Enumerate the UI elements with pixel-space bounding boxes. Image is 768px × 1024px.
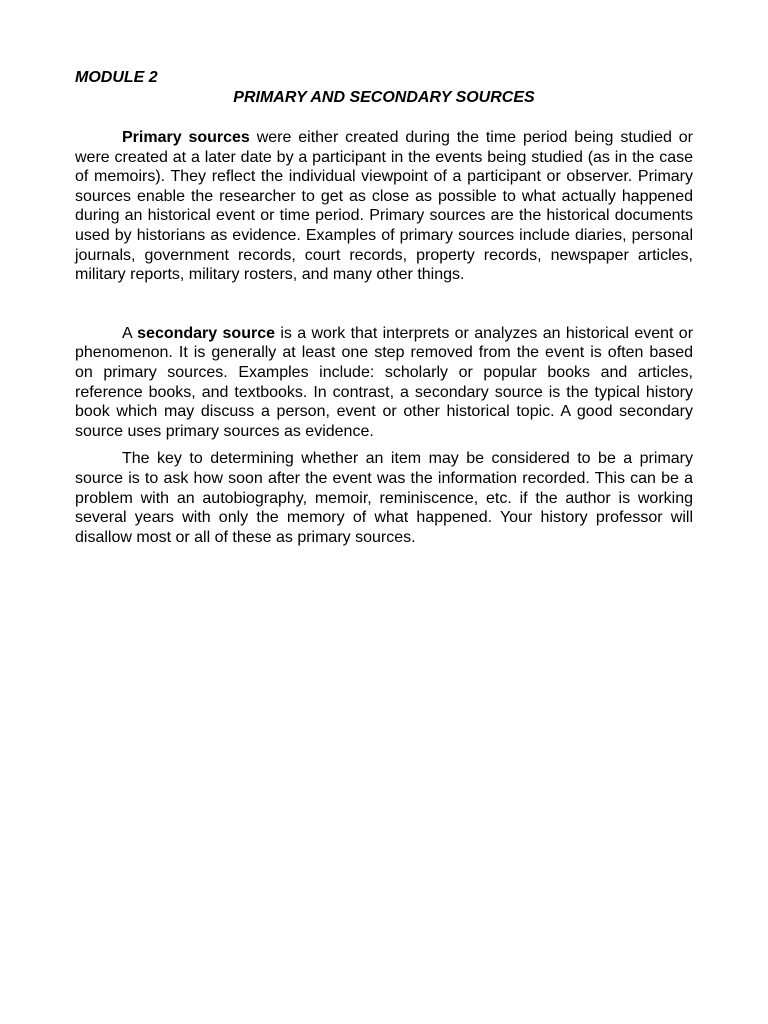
paragraph-lead: A: [122, 324, 138, 342]
term-primary-sources: Primary sources: [122, 129, 250, 146]
document-page: [75, 68, 693, 547]
module-label: MODULE 2: [75, 69, 158, 86]
paragraph-primary-sources: [75, 128, 693, 285]
paragraph-text: were either created during the time period being studied or were created at a later date by a participant in the events being studied (as in the case of memoirs). They reflect the individual viewpoint of a participant or observer. Primary sources enable the researcher to get as close as possible to what actually happened during an historical event or time period. Primary sources are the historical documents used by historians as evidence. Examples of primary sources include diaries, personal journals, government records, court records, property records, newspaper articles, military reports, military rosters, and many other things.: [75, 129, 694, 284]
paragraph-key-determining: The key to determining whether an item may be considered to be a primary source is to ask how soon after the event was the information recorded. This can be a problem with an autobiography, memoir, reminiscence, etc. if the author is working several years with only the memory of what happened. Your history professor will disallow most or all of these as primary sources.: [75, 450, 693, 546]
term-secondary-source: secondary source: [137, 324, 275, 342]
page-title: PRIMARY AND SECONDARY SOURCES: [233, 89, 535, 106]
paragraph-text: is a work that interprets or analyzes an historical event or phenomenon. It is generally at least one step removed from the event is often based on primary sources. Examples include: scholarly or popular books and articles, reference books, and textbooks. In contrast, a secondary source is the typical history book which may discuss a person, event or other historical topic. A good secondary source uses primary sources as evidence.: [75, 324, 694, 440]
paragraph-secondary-source: [75, 324, 693, 442]
